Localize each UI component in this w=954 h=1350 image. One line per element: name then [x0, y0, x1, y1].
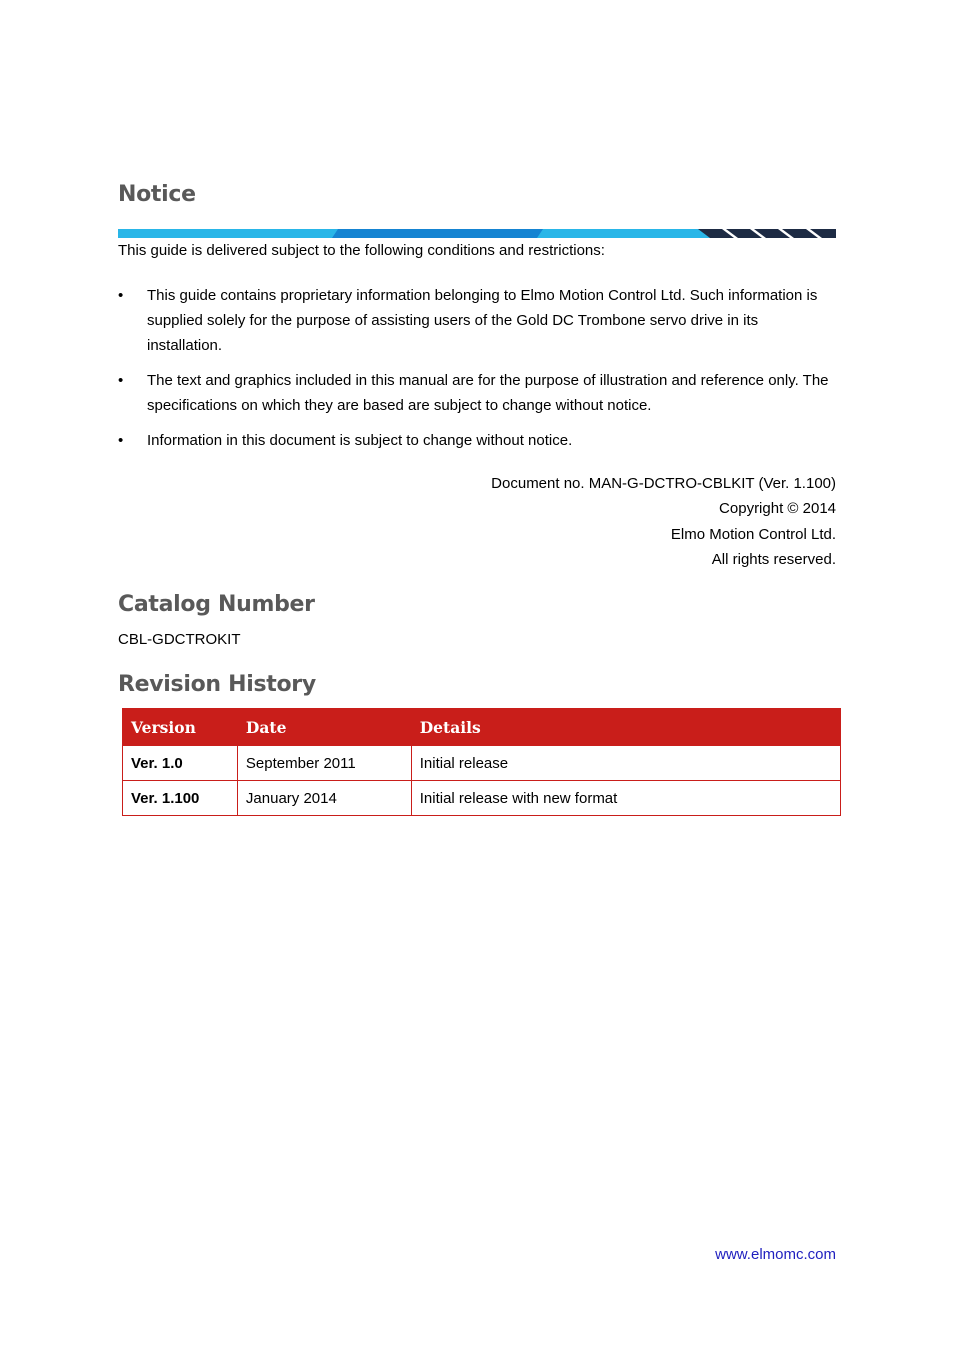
column-header-details: Details: [411, 709, 840, 746]
cell-details: Initial release: [411, 746, 840, 781]
column-header-date: Date: [237, 709, 411, 746]
copyright-line: Copyright © 2014: [719, 500, 836, 518]
table-row: [123, 781, 841, 816]
bullet-text: This guide contains proprietary information belonging to Elmo Motion Control Ltd. Such information is supplied solely for the purpose of assisting users of the Gold DC Trombone servo drive in its installation.: [147, 287, 818, 354]
bullet-icon: •: [118, 287, 124, 304]
cell-version: Ver. 1.0: [123, 746, 238, 781]
list-item: [118, 283, 836, 358]
revision-history-title: Revision History: [118, 672, 316, 697]
cell-date: January 2014: [237, 781, 411, 816]
catalog-number-value: CBL-GDCTROKIT: [118, 631, 241, 648]
revision-history-table: [122, 708, 841, 816]
website-link[interactable]: www.elmomc.com: [715, 1246, 836, 1263]
bullet-icon: •: [118, 372, 124, 389]
document-info: [491, 471, 836, 572]
bullet-text: The text and graphics included in this manual are for the purpose of illustration and reference only. The specifications on which they are based are subject to change without notice.: [147, 372, 829, 414]
table-row: [123, 746, 841, 781]
cell-date: September 2011: [237, 746, 411, 781]
notice-title: Notice: [118, 182, 196, 207]
cell-details: Initial release with new format: [411, 781, 840, 816]
bullet-icon: •: [118, 432, 124, 449]
document-number: Document no. MAN-G-DCTRO-CBLKIT (Ver. 1.100): [491, 475, 836, 492]
rights-line: All rights reserved.: [711, 550, 836, 568]
notice-intro: This guide is delivered subject to the following conditions and restrictions:: [118, 242, 605, 259]
table-header-row: [123, 709, 841, 746]
notice-bullet-list: [118, 283, 836, 463]
catalog-number-title: Catalog Number: [118, 592, 315, 617]
list-item: [118, 368, 836, 418]
cell-version: Ver. 1.100: [123, 781, 238, 816]
notice-divider-bar: [118, 229, 836, 238]
bullet-text: Information in this document is subject to change without notice.: [147, 432, 573, 449]
column-header-version: Version: [123, 709, 238, 746]
list-item: [118, 428, 836, 453]
company-name: Elmo Motion Control Ltd.: [670, 525, 836, 543]
